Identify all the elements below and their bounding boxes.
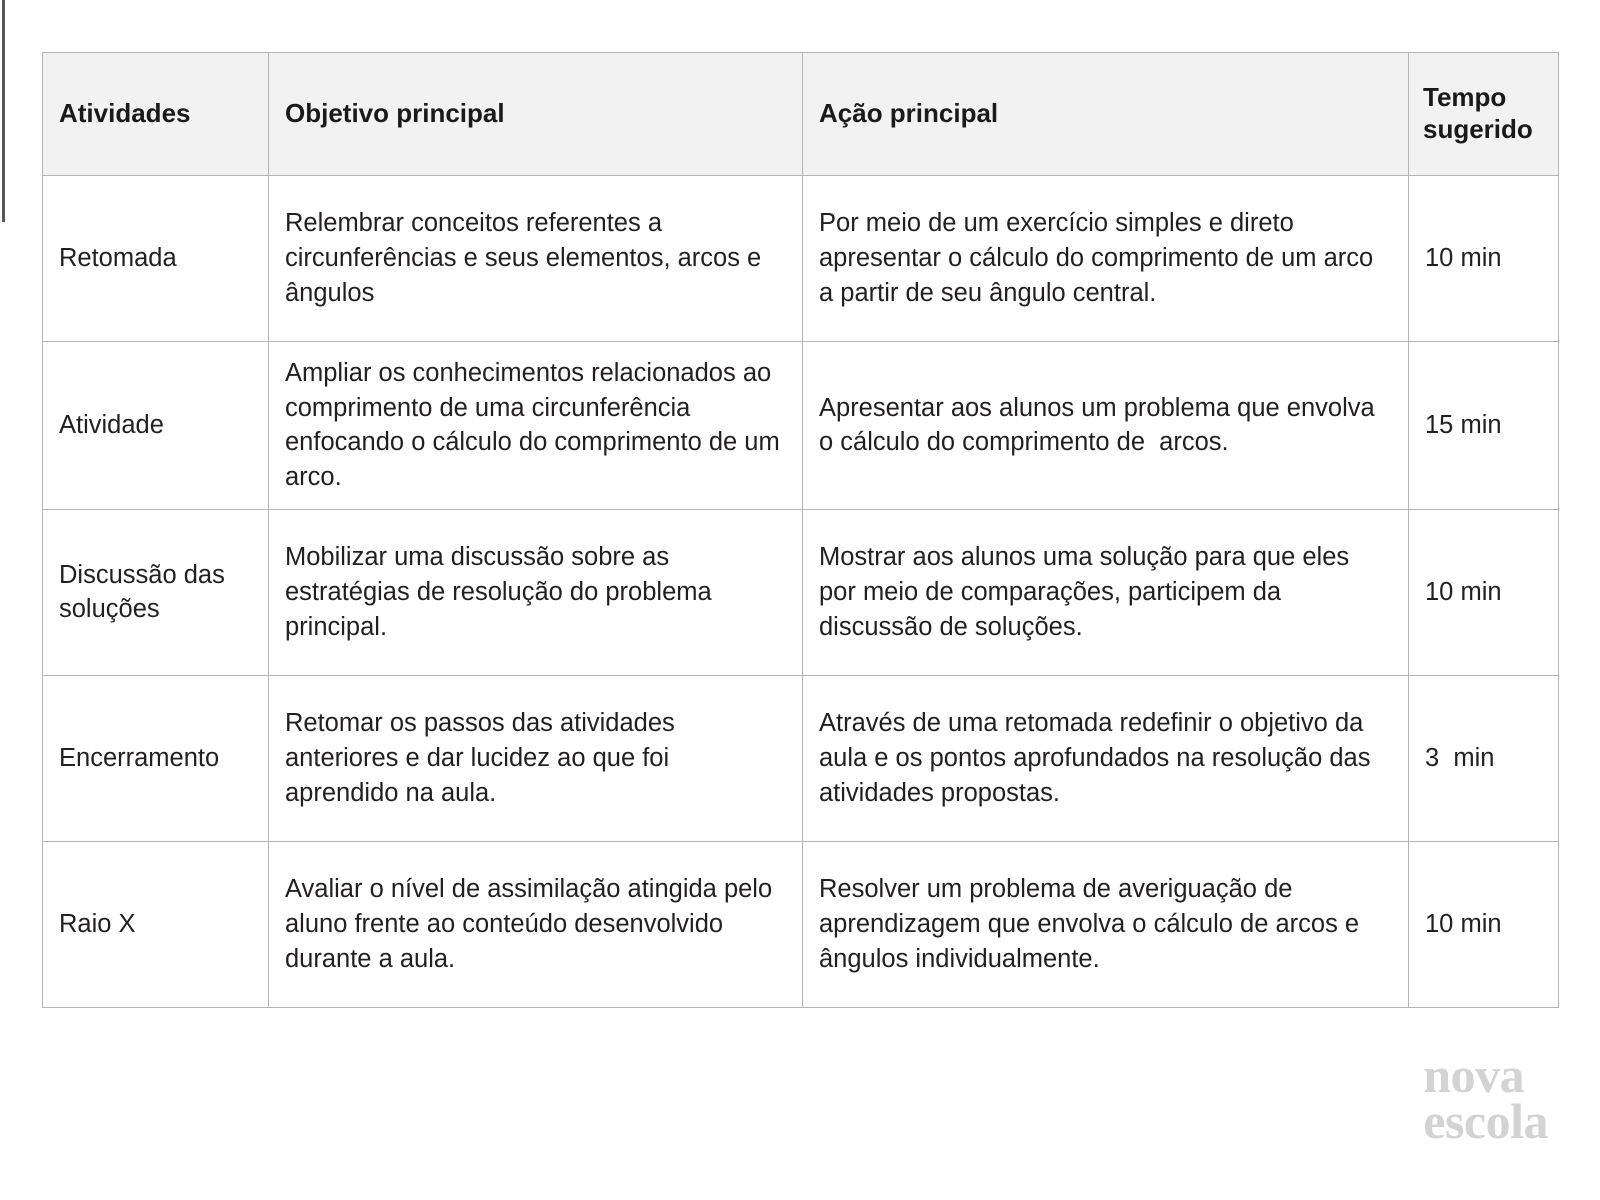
cell-objetivo: Retomar os passos das atividades anteriores e dar lucidez ao que foi aprendido na aula. — [269, 675, 803, 841]
logo-line-escola: escola — [1423, 1093, 1548, 1149]
column-header-objetivo-principal: Objetivo principal — [269, 53, 803, 176]
logo-line-nova: nova — [1423, 1047, 1525, 1103]
cell-tempo: 15 min — [1409, 342, 1559, 510]
cell-tempo: 3 min — [1409, 675, 1559, 841]
activities-table — [42, 52, 1559, 1008]
cell-tempo: 10 min — [1409, 176, 1559, 342]
cell-acao: Resolver um problema de averiguação de aprendizagem que envolva o cálculo de arcos e ângulos individualmente. — [803, 841, 1409, 1007]
column-header-atividades: Atividades — [43, 53, 269, 176]
table-header-row — [43, 53, 1559, 176]
cell-acao: Através de uma retomada redefinir o objetivo da aula e os pontos aprofundados na resolução das atividades propostas. — [803, 675, 1409, 841]
cell-atividade: Retomada — [43, 176, 269, 342]
table-header — [43, 53, 1559, 176]
cell-tempo: 10 min — [1409, 841, 1559, 1007]
lesson-plan-sheet — [42, 52, 1558, 1008]
left-edge-rule — [2, 0, 5, 222]
cell-atividade: Encerramento — [43, 675, 269, 841]
table-row — [43, 675, 1559, 841]
cell-objetivo: Avaliar o nível de assimilação atingida pelo aluno frente ao conteúdo desenvolvido durante a aula. — [269, 841, 803, 1007]
cell-objetivo: Ampliar os conhecimentos relacionados ao comprimento de uma circunferência enfocando o cálculo do comprimento de um arco. — [269, 342, 803, 510]
table-body — [43, 176, 1559, 1008]
table-row — [43, 841, 1559, 1007]
cell-atividade: Raio X — [43, 841, 269, 1007]
cell-objetivo: Relembrar conceitos referentes a circunferências e seus elementos, arcos e ângulos — [269, 176, 803, 342]
cell-acao: Por meio de um exercício simples e direto apresentar o cálculo do comprimento de um arco a partir de seu ângulo central. — [803, 176, 1409, 342]
column-header-acao-principal: Ação principal — [803, 53, 1409, 176]
nova-escola-logo — [1423, 1047, 1548, 1149]
cell-tempo: 10 min — [1409, 509, 1559, 675]
table-row — [43, 342, 1559, 510]
table-row — [43, 176, 1559, 342]
cell-acao: Apresentar aos alunos um problema que envolva o cálculo do comprimento de arcos. — [803, 342, 1409, 510]
cell-objetivo: Mobilizar uma discussão sobre as estratégias de resolução do problema principal. — [269, 509, 803, 675]
cell-acao: Mostrar aos alunos uma solução para que eles por meio de comparações, participem da discussão de soluções. — [803, 509, 1409, 675]
column-header-tempo-sugerido: Tempo sugerido — [1409, 53, 1559, 176]
cell-atividade: Atividade — [43, 342, 269, 510]
table-row — [43, 509, 1559, 675]
cell-atividade: Discussão das soluções — [43, 509, 269, 675]
